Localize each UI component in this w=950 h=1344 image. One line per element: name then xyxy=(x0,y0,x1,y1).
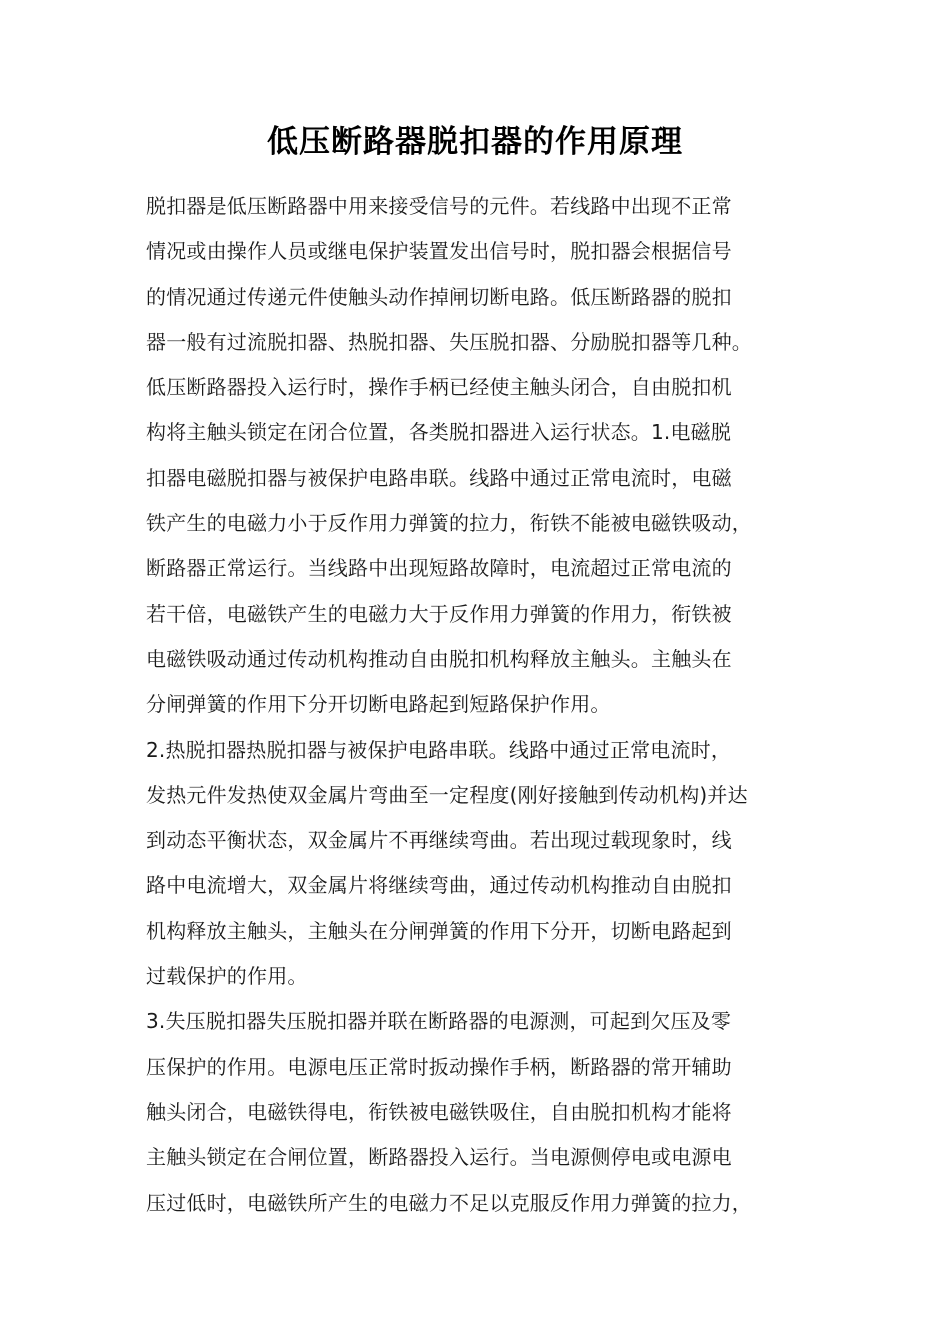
text-line: 压过低时，电磁铁所产生的电磁力不足以克服反作用力弹簧的拉力， xyxy=(146,1190,752,1215)
text-line: 器一般有过流脱扣器、热脱扣器、失压脱扣器、分励脱扣器等几种。 xyxy=(146,329,752,354)
text-line: 的情况通过传递元件使触头动作掉闸切断电路。低压断路器的脱扣 xyxy=(146,284,732,309)
text-line: 脱扣器是低压断路器中用来接受信号的元件。若线路中出现不正常 xyxy=(146,194,732,218)
text-line: 路中电流增大，双金属片将继续弯曲，通过传动机构推动自由脱扣 xyxy=(146,873,732,898)
text-line: 电磁铁吸动通过传动机构推动自由脱扣机构释放主触头。主触头在 xyxy=(146,646,732,671)
text-line: 过载保护的作用。 xyxy=(146,964,308,989)
text-line: 到动态平衡状态，双金属片不再继续弯曲。若出现过载现象时，线 xyxy=(146,828,732,853)
text-line: 机构释放主触头，主触头在分闸弹簧的作用下分开，切断电路起到 xyxy=(146,918,732,943)
text-line: 3.失压脱扣器失压脱扣器并联在断路器的电源测，可起到欠压及零 xyxy=(146,1009,732,1034)
text-line: 触头闭合，电磁铁得电，衔铁被电磁铁吸住，自由脱扣机构才能将 xyxy=(146,1099,732,1124)
text-line: 2.热脱扣器热脱扣器与被保护电路串联。线路中通过正常电流时， xyxy=(146,737,732,762)
document-body xyxy=(146,184,826,1226)
text-line: 低压断路器投入运行时，操作手柄已经使主触头闭合，自由脱扣机 xyxy=(146,375,732,400)
text-line: 主触头锁定在合闸位置，断路器投入运行。当电源侧停电或电源电 xyxy=(146,1145,732,1170)
text-line: 分闸弹簧的作用下分开切断电路起到短路保护作用。 xyxy=(146,692,611,717)
text-line: 发热元件发热使双金属片弯曲至一定程度(刚好接触到传动机构)并达 xyxy=(146,782,748,807)
text-line: 扣器电磁脱扣器与被保护电路串联。线路中通过正常电流时，电磁 xyxy=(146,465,732,490)
text-line: 构将主触头锁定在闭合位置，各类脱扣器进入运行状态。1.电磁脱 xyxy=(146,420,732,445)
text-line: 铁产生的电磁力小于反作用力弹簧的拉力，衔铁不能被电磁铁吸动， xyxy=(146,511,752,536)
text-line: 情况或由操作人员或继电保护装置发出信号时，脱扣器会根据信号 xyxy=(146,239,732,264)
text-line: 压保护的作用。电源电压正常时扳动操作手柄，断路器的常开辅助 xyxy=(146,1054,732,1079)
text-line: 断路器正常运行。当线路中出现短路故障时，电流超过正常电流的 xyxy=(146,556,732,581)
text-line: 若干倍，电磁铁产生的电磁力大于反作用力弹簧的作用力，衔铁被 xyxy=(146,601,732,626)
document-title: 低压断路器脱扣器的作用原理 xyxy=(267,124,683,160)
